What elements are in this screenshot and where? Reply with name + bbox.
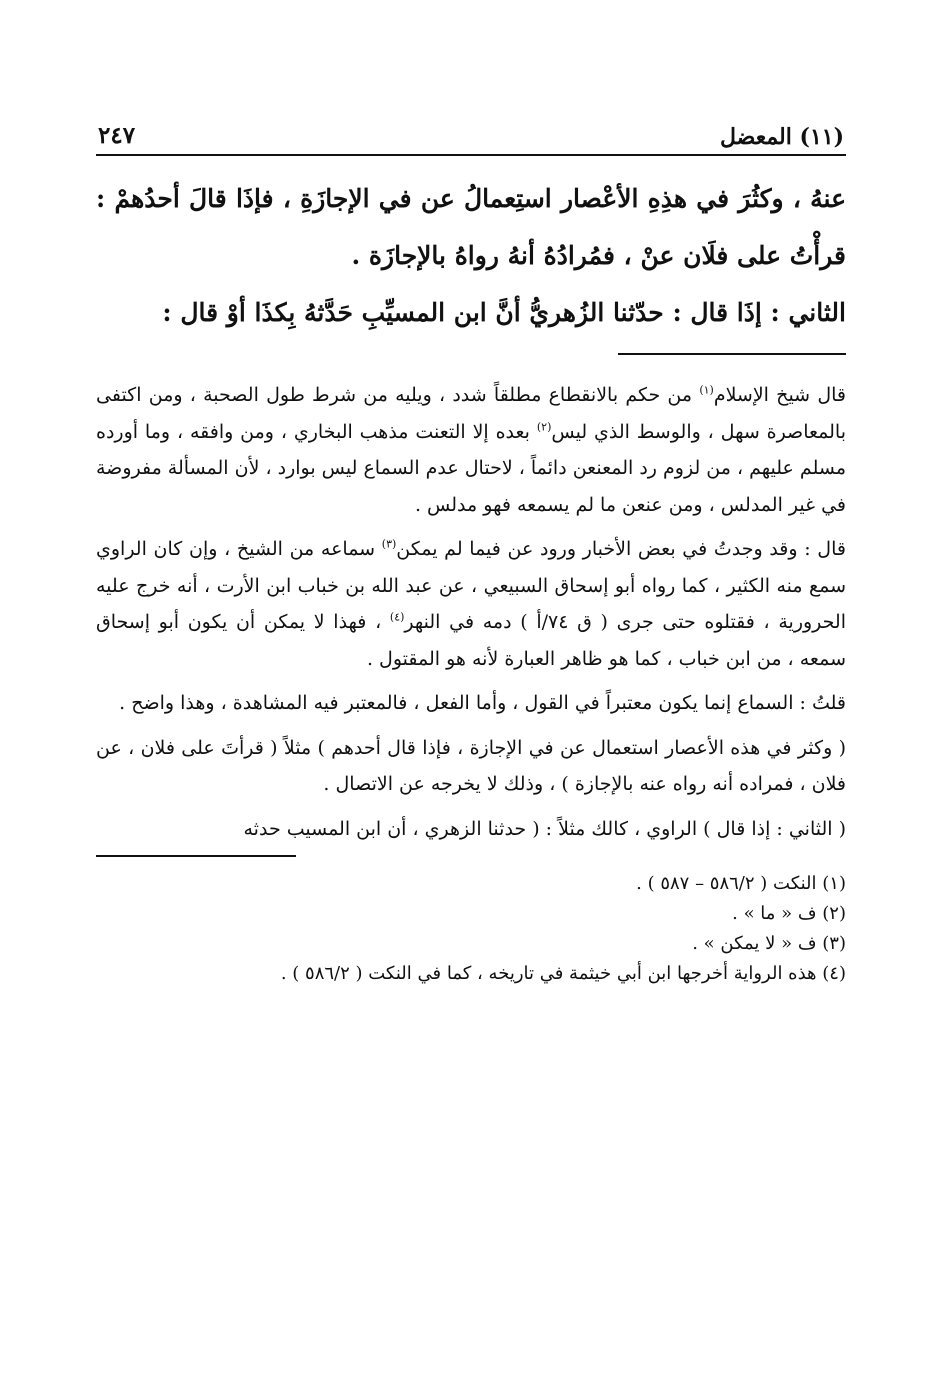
text-divider <box>618 353 846 355</box>
footnote-divider <box>96 855 296 857</box>
text-run: سماعه من الشيخ ، وإن كان الراوي سمع منه الكثير ، كما رواه أبو إسحاق السبيعي ، عن عبد الله بن خباب ابن الأرت ، أنه خرج عليه الحرورية ، فقتلوه حتى جرى ( ق ٧٤/أ ) دمه في النهر <box>96 538 847 633</box>
footnote-ref: (٣) <box>381 537 397 551</box>
commentary-paragraph <box>96 531 846 677</box>
text-run: ، فهذا لا يمكن أن يكون أبو إسحاق سمعه ، من ابن خباب ، كما هو ظاهر العبارة لأنه هو المقتول . <box>96 611 846 670</box>
footnote-ref: (١) <box>699 383 714 397</box>
text-run: قال : وقد وجدتُ في بعض الأخبار ورود عن فيما لم يمكن <box>396 538 846 560</box>
footnote: (٣) ف « لا يمكن » . <box>692 933 846 954</box>
footnote-ref: (٤) <box>389 610 405 624</box>
commentary-paragraph <box>96 685 846 722</box>
commentary <box>96 377 846 847</box>
footnote: (٤) هذه الرواية أخرجها ابن أبي خيثمة في تاريخه ، كما في النكت ( ٥٨٦/٢ ) . <box>280 963 846 984</box>
text-run: ( الثاني : إذا قال ) الراوي ، كالك مثلاً : ( حدثنا الزهري ، أن ابن المسيب حدثه <box>243 817 846 840</box>
text-run: قال شيخ الإسلام <box>713 384 846 406</box>
footnotes <box>96 869 846 989</box>
text-run: من حكم بالانقطاع مطلقاً شدد ، ويليه من شرط طول الصحبة ، ومن اكتفى بالمعاصرة سهل ، والوسط الذي ليس <box>96 384 846 443</box>
commentary-paragraph <box>96 730 846 803</box>
main-paragraph: الثاني : إذَا قال : حدّثنا الزُهريُّ أنَّ ابن المسيِّبِ حَدَّثهُ بِكذَا أوْ قال : <box>162 298 846 327</box>
commentary-paragraph <box>96 377 846 523</box>
footnote: (١) النكت ( ٥٨٦/٢ – ٥٨٧ ) . <box>636 873 846 894</box>
text-run: ( وكثر في هذه الأعصار استعمال عن في الإجازة ، فإذا قال أحدهم ) مثلاً ( قرأتَ على فلان ، عن فلان ، فمراده أنه رواه عنه بالإجازة ) ، وذلك لا يخرجه عن الاتصال . <box>96 736 846 795</box>
running-header <box>96 118 846 156</box>
commentary-paragraph <box>96 811 846 848</box>
footnote: (٢) ف « ما » . <box>732 903 846 924</box>
main-paragraph: عنهُ ، وكثُرَ في هذِهِ الأعْصار استِعمالُ عن في الإجازَةِ ، فإذَا قالَ أحدُهمْ : قرأْتُ على فلَان عنْ ، فمُرادُهُ أنهُ رواهُ بالإجازَة . <box>96 184 846 270</box>
text-run: قلتُ : السماع إنما يكون معتبراً في القول ، وأما الفعل ، فالمعتبر فيه المشاهدة ، وهذا واضح . <box>119 692 846 714</box>
main-text <box>96 170 846 341</box>
footnote-ref: (٢) <box>536 420 552 434</box>
page-number: ٢٤٧ <box>98 122 136 149</box>
text-run: بعده إلا التعنت مذهب البخاري ، ومن وافقه ، وما أورده مسلم عليهم ، من لزوم رد المعنعن دائماً ، لاحتال عدم السماع ليس بوارد ، لأن المسألة مفروضة في غير المدلس ، ومن عنعن ما لم يسمعه فهو مدلس . <box>96 420 846 516</box>
book-page <box>96 118 846 989</box>
chapter-title: (١١) المعضل <box>719 124 844 150</box>
